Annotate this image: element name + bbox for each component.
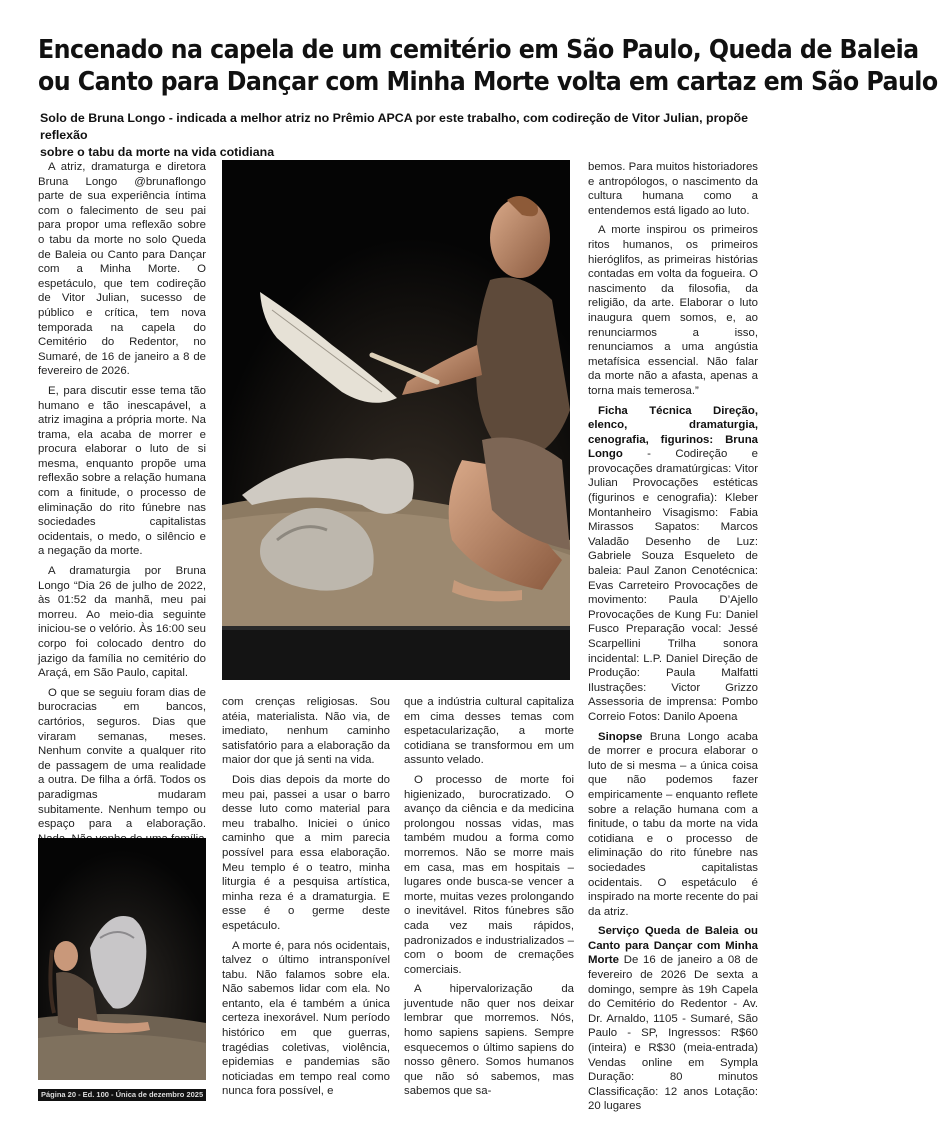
headline-line-1: Encenado na capela de um cemitério em São Paulo, Queda de Baleia xyxy=(38,35,919,65)
paragraph: A hipervalorização da juventude não quer nos deixar lembrar que morremos. Nós, homo sapiens sapiens. Sempre esquecemos o último sapiens do nosso gênero. Somos humanos que não só sabemos, mas sabemos que sa- xyxy=(404,983,574,1098)
paragraph: O processo de morte foi higienizado, burocratizado. O avanço da ciência e da medicina prolongou nossas vidas, mas também mudou a forma como morremos. Não se morre mais em casa, mas em hospitais – lugares onde busca-se vencer a morte, muitas vezes prolongando o inevitável. Ritos fúnebres são cada vez mais rápidos, padronizados e industrializados – com o boom de cremações comerciais. xyxy=(404,773,574,976)
subtitle-line-1: Solo de Bruna Longo - indicada a melhor atriz no Prêmio APCA por este trabalho, com codireção de Vitor Julian, propõe reflexão xyxy=(40,111,748,142)
paragraph: bemos. Para muitos historiadores e antropólogos, o nascimento da cultura humana como a entendemos está ligado ao luto. xyxy=(588,161,758,217)
text-column-2 xyxy=(222,695,390,1104)
paragraph: E, para discutir esse tema tão humano e tão inescapável, a atriz imagina a própria morte. Na trama, ela acaba de morrer e procura elaborar o luto de si mesma, enquanto propõe uma reflexão sobre a relação humana com a finitude, o processo de eliminação do rito fúnebre nas sociedades capitalistas ocidentais, o medo, o silêncio e a negação da morte. xyxy=(38,384,206,558)
text-column-3 xyxy=(404,695,574,1104)
sinopse-label: Sinopse xyxy=(598,730,643,743)
paragraph: O que se seguiu foram dias de burocracias em bancos, cartórios, seguros. Dias que viraram semanas, meses. Nenhum convite a qualquer rito de passagem de uma realidade a outra. De filha a órfã. Todos os paradigmas mudaram subitamente. Nenhum tempo ou espaço para a elaboração. xyxy=(38,686,206,831)
paragraph: Dois dias depois da morte do meu pai, passei a usar o barro desse luto como material para meu trabalho. Iniciei o único caminho que a mim parecia possível para essa elaboração. Meu templo é o teatro, minha liturgia é a pesquisa artística, minha reza é a dramaturgia. E esse é o germe deste espetáculo. xyxy=(222,773,390,932)
performer-with-whale-skull-photo xyxy=(222,160,570,680)
secondary-performance-photo xyxy=(38,838,206,1080)
article-headline xyxy=(38,34,938,98)
paragraph: A morte inspirou os primeiros ritos humanos, os primeiros hieróglifos, as primeiras histórias contadas em volta da fogueira. O nascimento da filosofia, da religião, da arte. Elaborar o luto inaugura quem somos, e, ao renunciarmos a isso, renunciamos a uma angústia metafísica essencial. Não falar da morte não a afasta, apenas a torna mais temerosa.” xyxy=(588,224,758,397)
paragraph: A dramaturgia por Bruna Longo “Dia 26 de julho de 2022, às 01:52 da manhã, meu pai morreu. Ao meio-dia seguinte iniciou-se o velório. Às 16:00 seu corpo foi colocado dentro do jazigo da família no cemitério do Araçá, em São Paulo, capital. xyxy=(38,565,206,680)
servico xyxy=(588,924,758,1114)
text-column-1 xyxy=(38,160,206,851)
paragraph: A morte é, para nós ocidentais, talvez o último intransponível tabu. Não falamos sobre ela. Não sabemos lidar com ela. No entanto, ela é também a única certeza inexorável. Num período histórico em que guerras, tragédias coletivas, violência, epidemias e pandemias são noticiadas em tempo real como nunca fora possível, e xyxy=(222,939,390,1098)
subtitle-line-2: sobre o tabu da morte na vida cotidiana xyxy=(40,145,275,159)
sinopse xyxy=(588,730,758,920)
ficha-tecnica-label: Ficha Técnica Direção, elenco, dramaturgia, cenografia, figurinos: Bruna Longo xyxy=(588,404,758,461)
article-subtitle xyxy=(40,110,760,161)
headline-line-2: ou Canto para Dançar com Minha Morte volta em cartaz em São Paulo xyxy=(38,67,938,97)
paragraph: com crenças religiosas. Sou atéia, materialista. Não via, de imediato, nenhum caminho satisfatório para a elaboração da maior dor que já senti na vida. xyxy=(222,696,390,767)
text-column-4 xyxy=(588,160,758,1119)
sinopse-text: Bruna Longo acaba de morrer e procura elaborar o luto de si mesma – a única coisa que não podemos fazer empiricamente – enquanto reflete sobre a relação humana com a finitude, o tabu da morte na vida cotidiana e o processo de eliminação do rito fúnebre nas sociedades capitalistas ocidentais. O espetáculo é inspirado na morte recente do pai da atriz. xyxy=(588,730,758,918)
paragraph: que a indústria cultural capitaliza em cima desses temas com espetacularização, a morte cotidiana se transformou em um assunto velado. xyxy=(404,696,574,767)
ficha-tecnica-text: - Codireção e provocações dramatúrgicas: Vitor Julian Provocações estéticas (figurinos e cenografia): Kleber Montanheiro Visagismo: Fabia Mirassos Sapatos: Marcos Valadão Desenho de Luz: Gabriele Souza Esqueleto de baleia: Paul Zanon Cenotécnica: Evas Carreteiro Provocações de movimento: Paula D’Ajello Provocações de Kung Fu: Daniel Fusco Preparação vocal: Jessé Scarpellini Trilha sonora incidental: L.P. Daniel Direção de Produção: Paula Malfatti Ilustrações: Victor Grizzo Assessoria de imprensa: Pombo Correio Fotos: Danilo Apoena xyxy=(588,448,758,723)
paragraph: A atriz, dramaturga e diretora Bruna Longo @brunaflongo parte de sua experiência íntima com o falecimento de seu pai para propor uma reflexão sobre o tabu da morte no solo Queda de Baleia ou Canto para Dançar com a Minha Morte. O espetáculo, que tem codireção de Vitor Julian, sucesso de público e crítica, tem nova temporada na capela do Cemitério do Redentor, no Sumaré, de 16 de janeiro a 8 de fevereiro de 2026. xyxy=(38,161,206,378)
page-footer: Página 20 - Ed. 100 - Única de dezembro 2025 xyxy=(38,1089,206,1101)
performer-holding-bone-photo xyxy=(38,838,206,1080)
ficha-tecnica xyxy=(588,404,758,725)
main-performance-photo xyxy=(222,160,570,680)
servico-label: Serviço Queda de Baleia ou Canto para Dançar com Minha Morte xyxy=(588,925,758,967)
servico-text: De 16 de janeiro a 08 de fevereiro de 2026 De sexta a domingo, sempre às 19h Capela do Cemitério do Redentor - Av. Dr. Arnaldo, 1105 - Sumaré, São Paulo - SP, Ingressos: R$60 (inteira) e R$30 (meia-entrada) Vendas online em Sympla Duração: 80 minutos Classificação: 12 anos Lotação: 20 lugares xyxy=(588,954,758,1113)
